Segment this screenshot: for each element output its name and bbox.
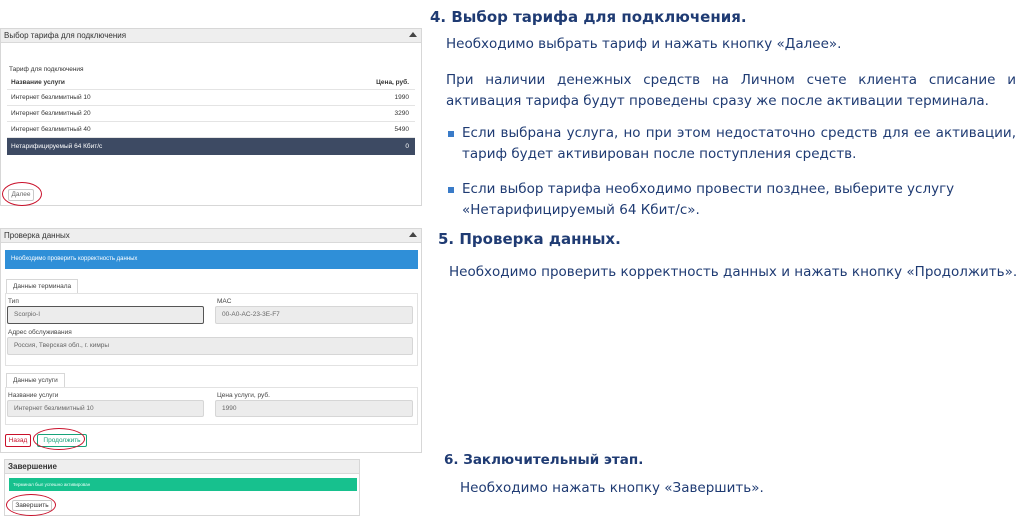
mac-field[interactable]: 00-A0-AC-23-3E-F7 (215, 306, 413, 324)
column-header-name: Название услуги (11, 79, 65, 86)
service-price-field[interactable]: 1990 (215, 400, 413, 417)
row-service-name: Интернет безлимитный 20 (11, 110, 91, 117)
address-field[interactable]: Россия, Тверская обл., г. кимры (7, 337, 413, 355)
step6-title: 6. Заключительный этап. (444, 452, 644, 468)
table-header-row (7, 76, 415, 90)
step4-paragraph-1: Необходимо выбрать тариф и нажать кнопку «Далее». (446, 36, 842, 52)
tariff-table (7, 76, 415, 155)
check-panel-header[interactable] (1, 229, 421, 243)
address-label: Адрес обслуживания (8, 329, 72, 336)
row-price: 1990 (394, 94, 409, 101)
service-name-label: Название услуги (8, 392, 59, 399)
type-label: Тип (8, 298, 19, 305)
tariff-panel-title: Выбор тарифа для подключения (4, 31, 127, 40)
data-check-panel (0, 228, 422, 453)
step4-title: 4. Выбор тарифа для подключения. (430, 8, 747, 26)
row-service-name: Интернет безлимитный 10 (11, 94, 91, 101)
success-alert: Терминал был успешно активирован (9, 478, 357, 491)
step5-paragraph: Необходимо проверить корректность данных и нажать кнопку «Продолжить». (449, 264, 1018, 280)
tariff-panel-header[interactable] (1, 29, 421, 43)
tab-service-data[interactable]: Данные услуги (6, 373, 65, 388)
step4-bullet-2: Если выбор тарифа необходимо провести позднее, выберите услугу «Нетарифицируемый 64 Кбит/с». (462, 181, 955, 218)
collapse-chevron-icon[interactable] (409, 232, 417, 237)
tab-terminal-data[interactable]: Данные терминала (6, 279, 78, 294)
bullet-icon (448, 131, 454, 137)
completion-panel-header (5, 460, 359, 474)
column-header-price: Цена, руб. (376, 79, 409, 86)
service-price-label: Цена услуги, руб. (217, 392, 270, 399)
type-field[interactable]: Scorpio-I (7, 306, 204, 324)
info-alert: Необходимо проверить корректность данных (5, 250, 418, 269)
table-row[interactable] (7, 122, 415, 138)
bullet-icon (448, 187, 454, 193)
tariff-subtitle: Тариф для подключения (9, 66, 84, 73)
step6-paragraph: Необходимо нажать кнопку «Завершить». (460, 480, 764, 496)
tariff-selection-panel (0, 28, 422, 206)
table-row-selected[interactable] (7, 138, 415, 155)
step4-paragraph-2: При наличии денежных средств на Личном счете клиента списание и активация тарифа будут проведены сразу же после активации терминала. (446, 72, 1016, 109)
step5-title: 5. Проверка данных. (438, 230, 621, 248)
next-button[interactable]: Далее (8, 189, 34, 201)
check-panel-title: Проверка данных (4, 231, 70, 240)
table-row[interactable] (7, 90, 415, 106)
completion-panel-title: Завершение (8, 462, 57, 471)
row-price: 5490 (394, 126, 409, 133)
row-service-name: Интернет безлимитный 40 (11, 126, 91, 133)
table-row[interactable] (7, 106, 415, 122)
step4-bullet-1: Если выбрана услуга, но при этом недостаточно средств для ее активации, тариф будет активирован после поступления средств. (462, 125, 1016, 162)
mac-label: MAC (217, 298, 232, 305)
continue-button[interactable]: Продолжить (37, 434, 87, 447)
completion-panel (4, 459, 360, 516)
back-button[interactable]: Назад (5, 434, 31, 447)
finish-button[interactable]: Завершить (12, 500, 52, 511)
row-price: 3290 (394, 110, 409, 117)
collapse-chevron-icon[interactable] (409, 32, 417, 37)
service-name-field[interactable]: Интернет безлимитный 10 (7, 400, 204, 417)
row-price: 0 (405, 143, 409, 150)
row-service-name: Нетарифицируемый 64 Кбит/с (11, 143, 103, 150)
